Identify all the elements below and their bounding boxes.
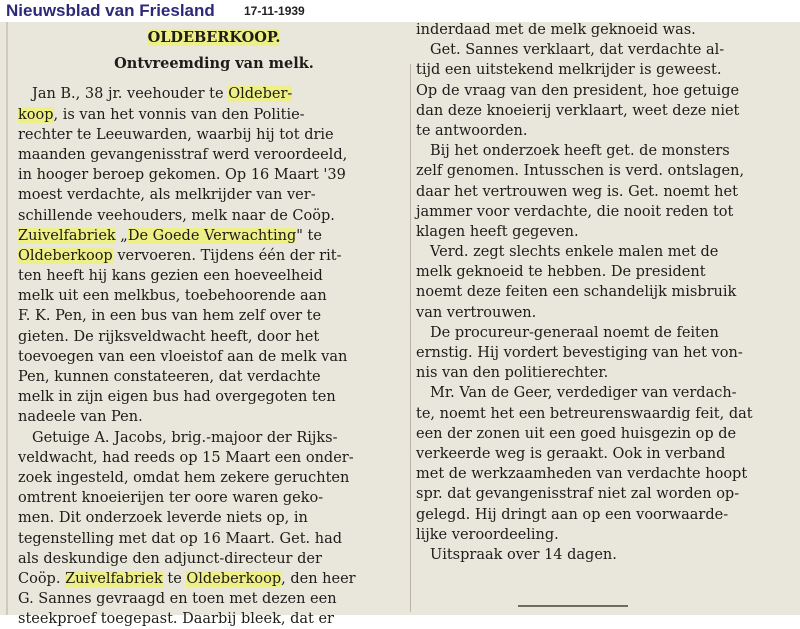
text-segment: Getuige A. Jacobs, brig.-majoor der Rijks- — [32, 429, 338, 446]
text-segment: Op de vraag van den president, hoe getuige — [416, 82, 740, 99]
text-segment: nis van den politierechter. — [416, 365, 609, 382]
text-line — [416, 383, 788, 403]
text-line — [416, 60, 788, 80]
text-line — [18, 589, 410, 609]
text-line — [416, 242, 788, 262]
text-line — [416, 464, 788, 484]
text-segment: daar het vertrouwen weg is. Get. noemt het — [416, 183, 738, 200]
text-line — [18, 347, 410, 367]
text-line — [416, 81, 788, 101]
text-line — [18, 448, 410, 468]
text-line — [416, 525, 788, 545]
text-line — [416, 323, 788, 343]
text-segment: melk geknoeid te hebben. De president — [416, 264, 706, 281]
text-segment: lijke veroordeeling. — [416, 526, 559, 543]
text-line — [18, 609, 410, 629]
text-segment: , den heer — [281, 570, 356, 587]
text-segment: verkeerde weg is geraakt. Ook in verband — [416, 445, 726, 462]
text-segment: van vertrouwen. — [416, 304, 537, 321]
text-segment: Jan B., 38 jr. veehouder te — [32, 86, 229, 103]
text-segment: , is van het vonnis van den Politie- — [53, 106, 305, 123]
text-line — [18, 266, 410, 286]
text-segment: ernstig. Hij vordert bevestiging van het von- — [416, 345, 743, 361]
text-segment: F. K. Pen, in een bus van hem zelf over te — [18, 308, 322, 325]
text-segment: te antwoorden. — [416, 122, 528, 139]
text-segment: Coöp. — [18, 570, 66, 587]
text-line — [18, 367, 410, 387]
text-line — [18, 84, 410, 104]
text-segment: nadeele van Pen. — [18, 409, 143, 426]
text-segment: schillende veehouders, melk naar de Coöp. — [18, 207, 335, 224]
text-line — [18, 529, 410, 549]
text-segment: G. Sannes gevraagd en toen met dezen een — [18, 591, 337, 608]
text-segment: melk uit een melkbus, toebehoorende aan — [18, 288, 327, 305]
column-right-body — [416, 20, 788, 565]
column-left — [18, 22, 410, 629]
text-segment: in hooger beroep gekomen. Op 16 Maart '39 — [18, 167, 346, 184]
newspaper-name: Nieuwsblad van Friesland — [6, 1, 215, 20]
text-line — [416, 505, 788, 525]
text-line — [416, 424, 788, 444]
text-segment: melk in zijn eigen bus had overgegoten ten — [18, 389, 336, 406]
text-segment: te, noemt het een betreurenswaardig feit, dat — [416, 405, 753, 422]
text-segment: moest verdachte, als melkrijder van ver- — [18, 187, 316, 204]
text-line — [18, 286, 410, 306]
text-line — [18, 327, 410, 347]
text-line — [416, 141, 788, 161]
highlighted-term: Oldeberkoop — [186, 570, 282, 587]
text-segment: Uitspraak over 14 dagen. — [430, 546, 617, 563]
text-line — [18, 206, 410, 226]
text-line — [18, 306, 410, 326]
text-line — [18, 508, 410, 528]
text-segment: tijd een uitstekend melkrijder is geweest. — [416, 62, 722, 79]
end-rule — [518, 605, 628, 607]
text-line — [416, 262, 788, 282]
text-segment: omtrent knoeierijen ter oore waren geko- — [18, 490, 324, 507]
text-line — [18, 226, 410, 246]
highlighted-term: koop — [18, 106, 54, 123]
highlighted-term: Zuivelfabriek — [18, 227, 116, 244]
text-segment: een der zonen uit een goed huisgezin op de — [416, 425, 737, 442]
text-line — [416, 343, 788, 363]
text-segment: gelegd. Hij dringt aan op een voorwaarde- — [416, 506, 729, 523]
text-line — [416, 121, 788, 141]
text-line — [18, 407, 410, 427]
text-line — [18, 145, 410, 165]
newspaper-clipping — [0, 22, 800, 628]
text-segment: klagen heeft gegeven. — [416, 223, 579, 240]
column-left-body — [18, 84, 410, 629]
column-divider — [410, 64, 411, 612]
text-segment: " te — [296, 227, 322, 244]
text-line — [416, 404, 788, 424]
text-line — [416, 282, 788, 302]
text-line — [416, 484, 788, 504]
text-line — [18, 387, 410, 407]
text-segment: maanden gevangenisstraf werd veroordeeld, — [18, 146, 348, 163]
text-segment: vervoeren. Tijdens één der rit- — [112, 247, 342, 264]
text-segment: Pen, kunnen constateeren, dat verdachte — [18, 369, 321, 385]
text-line — [18, 428, 410, 448]
page-edge — [6, 22, 8, 615]
text-segment: inderdaad met de melk geknoeid was. — [416, 22, 696, 38]
text-line — [18, 246, 410, 266]
text-line — [416, 363, 788, 383]
text-line — [416, 222, 788, 242]
text-segment: spr. dat gevangenisstraf niet zal worden op- — [416, 486, 740, 503]
text-segment: zelf genomen. Intusschen is verd. ontslagen, — [416, 163, 745, 180]
text-segment: men. Dit onderzoek leverde niets op, in — [18, 510, 308, 527]
text-segment: toevoegen van een vloeistof aan de melk van — [18, 348, 348, 365]
text-line — [18, 488, 410, 508]
publication-date: 17-11-1939 — [244, 4, 305, 18]
text-line — [416, 20, 788, 40]
text-line — [18, 549, 410, 569]
text-line — [416, 444, 788, 464]
text-line — [18, 185, 410, 205]
text-segment: te — [162, 570, 187, 587]
text-segment: met de werkzaamheden van verdachte hoopt — [416, 466, 748, 483]
text-segment: als deskundige den adjunct-directeur der — [18, 550, 322, 567]
highlighted-term: De Goede Verwachting — [127, 227, 297, 244]
text-segment: ten heeft hij kans gezien een hoeveelheid — [18, 268, 323, 285]
text-segment: dan deze knoeierij verklaart, weet deze niet — [416, 102, 740, 119]
text-segment: jammer voor verdachte, die nooit reden tot — [416, 203, 734, 220]
text-segment: rechter te Leeuwarden, waarbij hij tot drie — [18, 126, 334, 143]
highlighted-term: Oldeber- — [228, 86, 293, 103]
text-line — [416, 182, 788, 202]
text-segment: De procureur-generaal noemt de feiten — [430, 324, 719, 341]
text-line — [18, 569, 410, 589]
text-line — [416, 202, 788, 222]
column-right — [416, 20, 788, 565]
text-line — [416, 40, 788, 60]
text-line — [18, 125, 410, 145]
article-subtitle: Ontvreemding van melk. — [114, 55, 314, 73]
text-line — [416, 545, 788, 565]
text-segment: veldwacht, had reeds op 15 Maart een onder- — [18, 449, 354, 466]
text-line — [18, 165, 410, 185]
text-line — [416, 303, 788, 323]
text-segment: „ — [115, 227, 128, 244]
text-segment: Mr. Van de Geer, verdediger van verdach- — [430, 385, 737, 402]
text-line — [416, 161, 788, 181]
highlighted-term: Oldeberkoop — [18, 247, 113, 264]
clipping-header — [0, 0, 800, 22]
text-segment: steekproef toegepast. Daarbij bleek, dat er — [18, 611, 334, 628]
text-segment: zoek ingesteld, omdat hem zekere geruchten — [18, 469, 350, 486]
text-line — [18, 105, 410, 125]
text-segment: noemt deze feiten een schandelijk misbruik — [416, 284, 737, 301]
text-line — [18, 468, 410, 488]
text-segment: Bij het onderzoek heeft get. de monsters — [430, 143, 730, 160]
article-title: OLDEBERKOOP. — [147, 29, 281, 46]
text-segment: Get. Sannes verklaart, dat verdachte al- — [430, 42, 725, 59]
text-line — [416, 101, 788, 121]
text-segment: tegenstelling met dat op 16 Maart. Get. had — [18, 530, 342, 547]
text-segment: gieten. De rijksveldwacht heeft, door het — [18, 328, 320, 345]
highlighted-term: Zuivelfabriek — [65, 570, 163, 587]
text-segment: Verd. zegt slechts enkele malen met de — [430, 244, 719, 261]
